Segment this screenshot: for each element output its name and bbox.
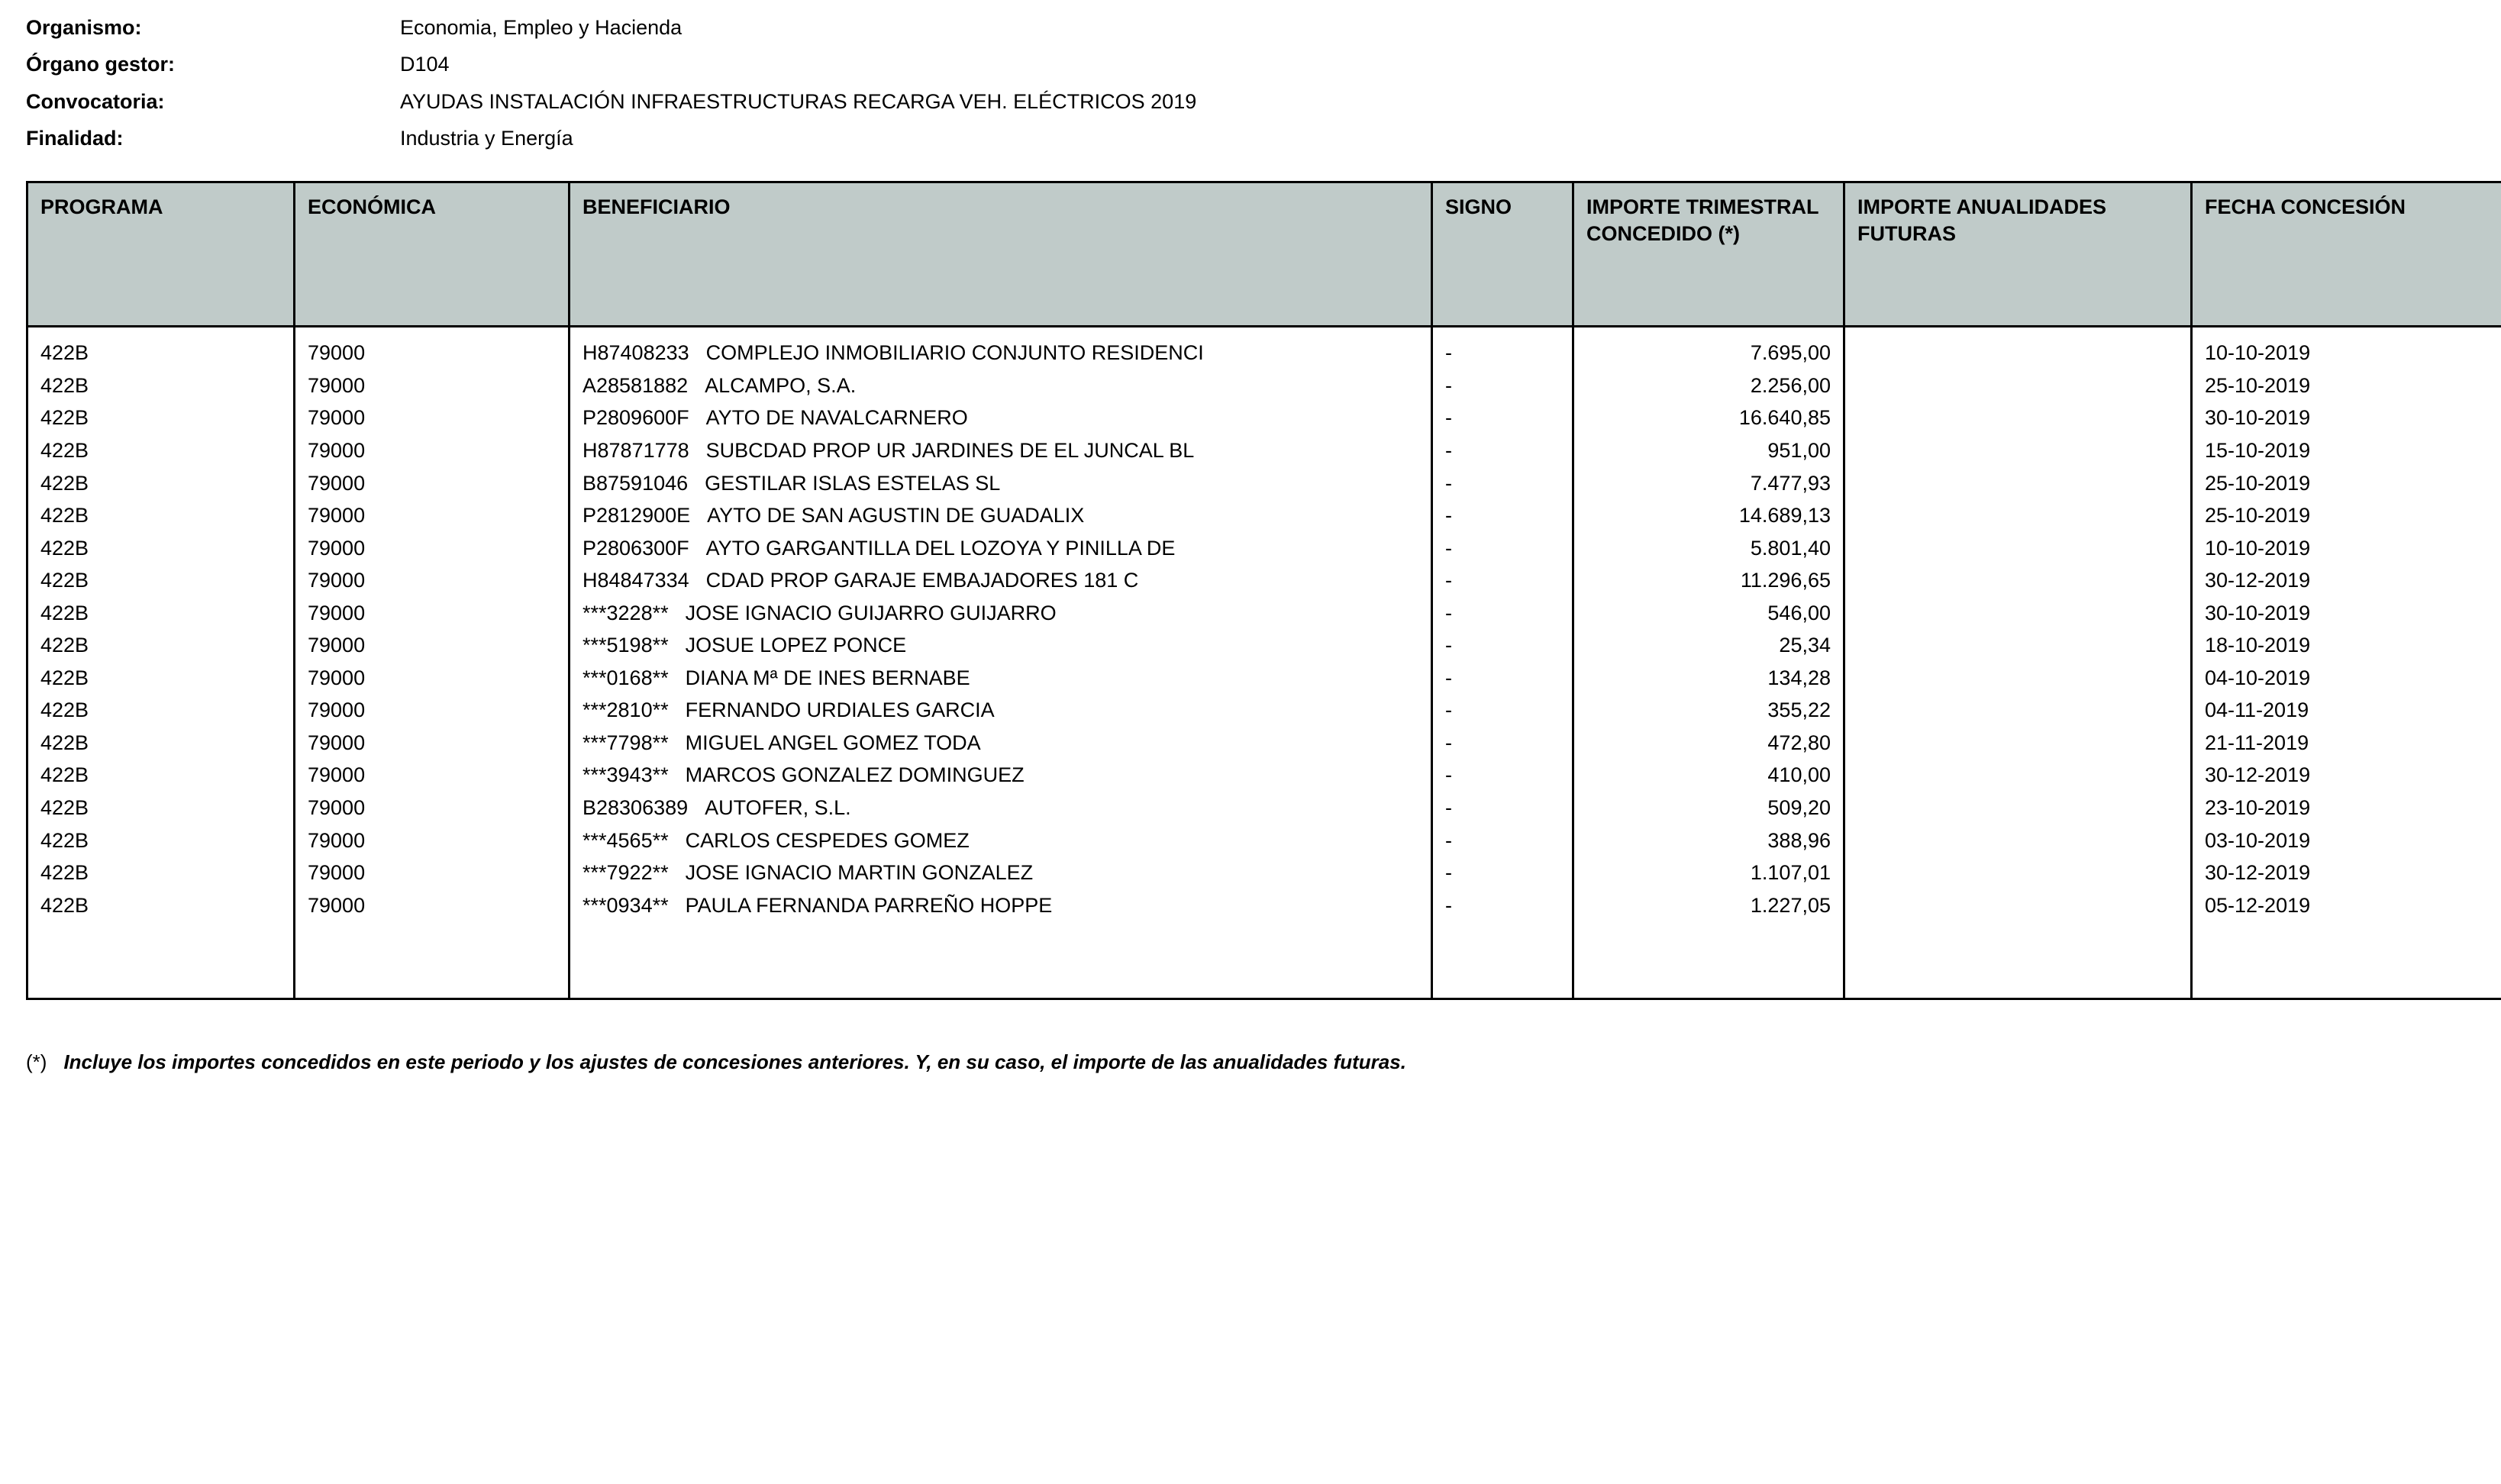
cell-economica: 79000 — [295, 327, 570, 369]
beneficiario-nif: ***3228** — [582, 601, 669, 624]
cell-signo: - — [1432, 597, 1573, 630]
cell-fecha-concesion: 30-12-2019 — [2192, 857, 2501, 889]
cell-importe-trimestral: 16.640,85 — [1573, 402, 1844, 434]
metadata-label-organismo: Organismo: — [26, 16, 142, 39]
metadata-value-convocatoria: AYUDAS INSTALACIÓN INFRAESTRUCTURAS RECARGA VEH. ELÉCTRICOS 2019 — [400, 89, 1197, 113]
table-row — [27, 327, 2501, 369]
beneficiario-nif: ***0168** — [582, 666, 669, 689]
cell-economica: 79000 — [295, 889, 570, 922]
beneficiario-nif: P2806300F — [582, 536, 689, 560]
cell-programa: 422B — [27, 727, 295, 760]
table-filler-cell — [295, 921, 570, 999]
cell-signo: - — [1432, 564, 1573, 597]
cell-signo: - — [1432, 694, 1573, 727]
grants-table-body — [27, 327, 2501, 999]
beneficiario-nif: ***7798** — [582, 731, 669, 754]
metadata-label-finalidad: Finalidad: — [26, 127, 124, 150]
table-filler-row — [27, 921, 2501, 999]
cell-importe-anualidades — [1844, 369, 2192, 402]
cell-fecha-concesion: 18-10-2019 — [2192, 629, 2501, 662]
cell-fecha-concesion: 10-10-2019 — [2192, 327, 2501, 369]
cell-importe-anualidades — [1844, 727, 2192, 760]
cell-programa: 422B — [27, 597, 295, 630]
cell-importe-anualidades — [1844, 564, 2192, 597]
cell-signo: - — [1432, 759, 1573, 792]
cell-beneficiario — [570, 727, 1432, 760]
cell-beneficiario — [570, 889, 1432, 922]
metadata-value-finalidad: Industria y Energía — [400, 127, 573, 150]
cell-importe-trimestral: 509,20 — [1573, 792, 1844, 824]
cell-fecha-concesion: 15-10-2019 — [2192, 434, 2501, 467]
cell-economica: 79000 — [295, 662, 570, 695]
cell-programa: 422B — [27, 824, 295, 857]
metadata-value-organo-gestor: D104 — [400, 53, 450, 76]
cell-beneficiario — [570, 402, 1432, 434]
table-row — [27, 727, 2501, 760]
table-row — [27, 694, 2501, 727]
table-row — [27, 662, 2501, 695]
cell-importe-trimestral: 7.477,93 — [1573, 467, 1844, 500]
beneficiario-nombre: SUBCDAD PROP UR JARDINES DE EL JUNCAL BL — [705, 439, 1195, 463]
cell-beneficiario — [570, 824, 1432, 857]
cell-signo: - — [1432, 889, 1573, 922]
beneficiario-nif: ***3943** — [582, 763, 669, 787]
cell-signo: - — [1432, 499, 1573, 532]
table-row — [27, 467, 2501, 500]
beneficiario-nombre: PAULA FERNANDA PARREÑO HOPPE — [685, 893, 1053, 917]
cell-economica: 79000 — [295, 857, 570, 889]
cell-economica: 79000 — [295, 467, 570, 500]
cell-fecha-concesion: 25-10-2019 — [2192, 499, 2501, 532]
metadata-label-organo-gestor: Órgano gestor: — [26, 53, 176, 76]
cell-importe-anualidades — [1844, 499, 2192, 532]
column-header-importe-trimestral: IMPORTE TRIMESTRAL CONCEDIDO (*) — [1573, 182, 1844, 327]
cell-importe-anualidades — [1844, 629, 2192, 662]
beneficiario-nombre: CARLOS CESPEDES GOMEZ — [685, 828, 970, 852]
table-row — [27, 564, 2501, 597]
cell-economica: 79000 — [295, 564, 570, 597]
cell-importe-trimestral: 14.689,13 — [1573, 499, 1844, 532]
cell-beneficiario — [570, 434, 1432, 467]
beneficiario-nif: P2812900E — [582, 504, 691, 527]
cell-economica: 79000 — [295, 727, 570, 760]
cell-importe-anualidades — [1844, 327, 2192, 369]
cell-beneficiario — [570, 369, 1432, 402]
cell-fecha-concesion: 30-10-2019 — [2192, 402, 2501, 434]
cell-programa: 422B — [27, 759, 295, 792]
metadata-row-organo-gestor — [26, 53, 2467, 90]
cell-economica: 79000 — [295, 532, 570, 565]
cell-importe-trimestral: 5.801,40 — [1573, 532, 1844, 565]
beneficiario-nombre: CDAD PROP GARAJE EMBAJADORES 181 C — [705, 569, 1139, 592]
cell-signo: - — [1432, 824, 1573, 857]
table-filler-cell — [27, 921, 295, 999]
cell-importe-anualidades — [1844, 792, 2192, 824]
cell-importe-anualidades — [1844, 662, 2192, 695]
beneficiario-nif: ***7922** — [582, 861, 669, 885]
metadata-body — [26, 17, 2467, 164]
cell-importe-trimestral: 355,22 — [1573, 694, 1844, 727]
cell-fecha-concesion: 25-10-2019 — [2192, 369, 2501, 402]
cell-importe-anualidades — [1844, 889, 2192, 922]
cell-beneficiario — [570, 532, 1432, 565]
cell-importe-trimestral: 472,80 — [1573, 727, 1844, 760]
cell-signo: - — [1432, 792, 1573, 824]
cell-fecha-concesion: 04-11-2019 — [2192, 694, 2501, 727]
cell-importe-anualidades — [1844, 857, 2192, 889]
footnote-text: Incluye los importes concedidos en este periodo y los ajustes de concesiones anteriores. Y, en su caso, el importe de las anualidades futuras. — [63, 1050, 1406, 1074]
table-filler-cell — [570, 921, 1432, 999]
cell-importe-anualidades — [1844, 532, 2192, 565]
beneficiario-nombre: MIGUEL ANGEL GOMEZ TODA — [685, 731, 981, 754]
beneficiario-nif: ***0934** — [582, 893, 669, 917]
footnote-marker: (*) — [26, 1050, 47, 1074]
cell-programa: 422B — [27, 662, 295, 695]
cell-importe-trimestral: 25,34 — [1573, 629, 1844, 662]
cell-economica: 79000 — [295, 792, 570, 824]
column-header-programa: PROGRAMA — [27, 182, 295, 327]
cell-programa: 422B — [27, 857, 295, 889]
cell-signo: - — [1432, 467, 1573, 500]
beneficiario-nombre: COMPLEJO INMOBILIARIO CONJUNTO RESIDENCI — [705, 341, 1204, 365]
metadata-label-convocatoria: Convocatoria: — [26, 89, 165, 113]
beneficiario-nombre: JOSE IGNACIO GUIJARRO GUIJARRO — [685, 601, 1057, 624]
cell-economica: 79000 — [295, 402, 570, 434]
cell-importe-trimestral: 388,96 — [1573, 824, 1844, 857]
cell-economica: 79000 — [295, 824, 570, 857]
cell-programa: 422B — [27, 532, 295, 565]
table-row — [27, 629, 2501, 662]
cell-fecha-concesion: 23-10-2019 — [2192, 792, 2501, 824]
beneficiario-nif: H87871778 — [582, 439, 689, 463]
cell-importe-trimestral: 1.227,05 — [1573, 889, 1844, 922]
cell-beneficiario — [570, 467, 1432, 500]
cell-beneficiario — [570, 564, 1432, 597]
cell-importe-anualidades — [1844, 824, 2192, 857]
column-header-fecha-concesion: FECHA CONCESIÓN — [2192, 182, 2501, 327]
cell-signo: - — [1432, 727, 1573, 760]
cell-importe-anualidades — [1844, 694, 2192, 727]
cell-programa: 422B — [27, 629, 295, 662]
cell-beneficiario — [570, 662, 1432, 695]
beneficiario-nif: B87591046 — [582, 471, 689, 495]
cell-importe-trimestral: 951,00 — [1573, 434, 1844, 467]
cell-importe-trimestral: 1.107,01 — [1573, 857, 1844, 889]
cell-economica: 79000 — [295, 499, 570, 532]
cell-beneficiario — [570, 792, 1432, 824]
cell-programa: 422B — [27, 564, 295, 597]
beneficiario-nombre: AYTO DE NAVALCARNERO — [705, 406, 968, 430]
beneficiario-nif: B28306389 — [582, 796, 689, 820]
metadata-value-organismo: Economia, Empleo y Hacienda — [400, 16, 683, 39]
cell-fecha-concesion: 10-10-2019 — [2192, 532, 2501, 565]
cell-importe-anualidades — [1844, 597, 2192, 630]
cell-importe-trimestral: 2.256,00 — [1573, 369, 1844, 402]
beneficiario-nif: ***2810** — [582, 698, 669, 722]
cell-programa: 422B — [27, 369, 295, 402]
table-row — [27, 889, 2501, 922]
cell-signo: - — [1432, 369, 1573, 402]
beneficiario-nif: H87408233 — [582, 341, 689, 365]
cell-beneficiario — [570, 759, 1432, 792]
cell-importe-trimestral: 7.695,00 — [1573, 327, 1844, 369]
cell-fecha-concesion: 30-12-2019 — [2192, 564, 2501, 597]
cell-fecha-concesion: 25-10-2019 — [2192, 467, 2501, 500]
cell-importe-trimestral: 11.296,65 — [1573, 564, 1844, 597]
cell-programa: 422B — [27, 889, 295, 922]
table-row — [27, 499, 2501, 532]
beneficiario-nif: P2809600F — [582, 406, 689, 430]
cell-economica: 79000 — [295, 629, 570, 662]
table-row — [27, 824, 2501, 857]
cell-importe-anualidades — [1844, 467, 2192, 500]
cell-programa: 422B — [27, 694, 295, 727]
cell-programa: 422B — [27, 434, 295, 467]
grants-table — [26, 181, 2501, 1000]
beneficiario-nombre: DIANA Mª DE INES BERNABE — [685, 666, 970, 689]
beneficiario-nombre: JOSE IGNACIO MARTIN GONZALEZ — [685, 861, 1034, 885]
cell-signo: - — [1432, 402, 1573, 434]
beneficiario-nombre: JOSUE LOPEZ PONCE — [685, 634, 907, 657]
table-row — [27, 792, 2501, 824]
cell-fecha-concesion: 30-10-2019 — [2192, 597, 2501, 630]
cell-signo: - — [1432, 857, 1573, 889]
document-metadata — [26, 17, 2467, 164]
beneficiario-nombre: AYTO DE SAN AGUSTIN DE GUADALIX — [707, 504, 1085, 527]
column-header-beneficiario: BENEFICIARIO — [570, 182, 1432, 327]
cell-economica: 79000 — [295, 759, 570, 792]
table-row — [27, 759, 2501, 792]
cell-fecha-concesion: 04-10-2019 — [2192, 662, 2501, 695]
cell-importe-trimestral: 410,00 — [1573, 759, 1844, 792]
cell-economica: 79000 — [295, 369, 570, 402]
cell-signo: - — [1432, 434, 1573, 467]
beneficiario-nif: ***5198** — [582, 634, 669, 657]
beneficiario-nombre: ALCAMPO, S.A. — [705, 373, 857, 397]
cell-economica: 79000 — [295, 434, 570, 467]
cell-programa: 422B — [27, 792, 295, 824]
metadata-row-convocatoria — [26, 91, 2467, 127]
cell-programa: 422B — [27, 467, 295, 500]
cell-fecha-concesion: 03-10-2019 — [2192, 824, 2501, 857]
cell-beneficiario — [570, 857, 1432, 889]
table-row — [27, 402, 2501, 434]
beneficiario-nif: A28581882 — [582, 373, 689, 397]
table-row — [27, 532, 2501, 565]
cell-programa: 422B — [27, 499, 295, 532]
cell-signo: - — [1432, 662, 1573, 695]
beneficiario-nif: H84847334 — [582, 569, 689, 592]
beneficiario-nombre: MARCOS GONZALEZ DOMINGUEZ — [685, 763, 1025, 787]
beneficiario-nombre: GESTILAR ISLAS ESTELAS SL — [705, 471, 1001, 495]
cell-importe-anualidades — [1844, 759, 2192, 792]
table-filler-cell — [1432, 921, 1573, 999]
beneficiario-nif: ***4565** — [582, 828, 669, 852]
cell-beneficiario — [570, 499, 1432, 532]
table-row — [27, 597, 2501, 630]
table-filler-cell — [1844, 921, 2192, 999]
cell-fecha-concesion: 21-11-2019 — [2192, 727, 2501, 760]
column-header-signo: SIGNO — [1432, 182, 1573, 327]
cell-programa: 422B — [27, 327, 295, 369]
cell-importe-trimestral: 546,00 — [1573, 597, 1844, 630]
cell-importe-anualidades — [1844, 434, 2192, 467]
cell-importe-trimestral: 134,28 — [1573, 662, 1844, 695]
beneficiario-nombre: AYTO GARGANTILLA DEL LOZOYA Y PINILLA DE — [705, 536, 1176, 560]
cell-fecha-concesion: 30-12-2019 — [2192, 759, 2501, 792]
cell-beneficiario — [570, 597, 1432, 630]
table-row — [27, 369, 2501, 402]
grants-table-header-row — [27, 182, 2501, 327]
table-filler-cell — [2192, 921, 2501, 999]
table-filler-cell — [1573, 921, 1844, 999]
cell-economica: 79000 — [295, 597, 570, 630]
grants-table-head — [27, 182, 2501, 327]
cell-beneficiario — [570, 629, 1432, 662]
metadata-row-finalidad — [26, 127, 2467, 164]
beneficiario-nombre: FERNANDO URDIALES GARCIA — [685, 698, 995, 722]
cell-economica: 79000 — [295, 694, 570, 727]
table-footnote — [26, 1050, 2467, 1074]
cell-signo: - — [1432, 327, 1573, 369]
metadata-row-organismo — [26, 17, 2467, 53]
beneficiario-nombre: AUTOFER, S.L. — [705, 796, 851, 820]
cell-signo: - — [1432, 629, 1573, 662]
column-header-economica: ECONÓMICA — [295, 182, 570, 327]
cell-fecha-concesion: 05-12-2019 — [2192, 889, 2501, 922]
table-row — [27, 857, 2501, 889]
table-row — [27, 434, 2501, 467]
cell-importe-anualidades — [1844, 402, 2192, 434]
cell-signo: - — [1432, 532, 1573, 565]
cell-beneficiario — [570, 694, 1432, 727]
cell-beneficiario — [570, 327, 1432, 369]
cell-programa: 422B — [27, 402, 295, 434]
column-header-importe-anualidades: IMPORTE ANUALIDADES FUTURAS — [1844, 182, 2192, 327]
